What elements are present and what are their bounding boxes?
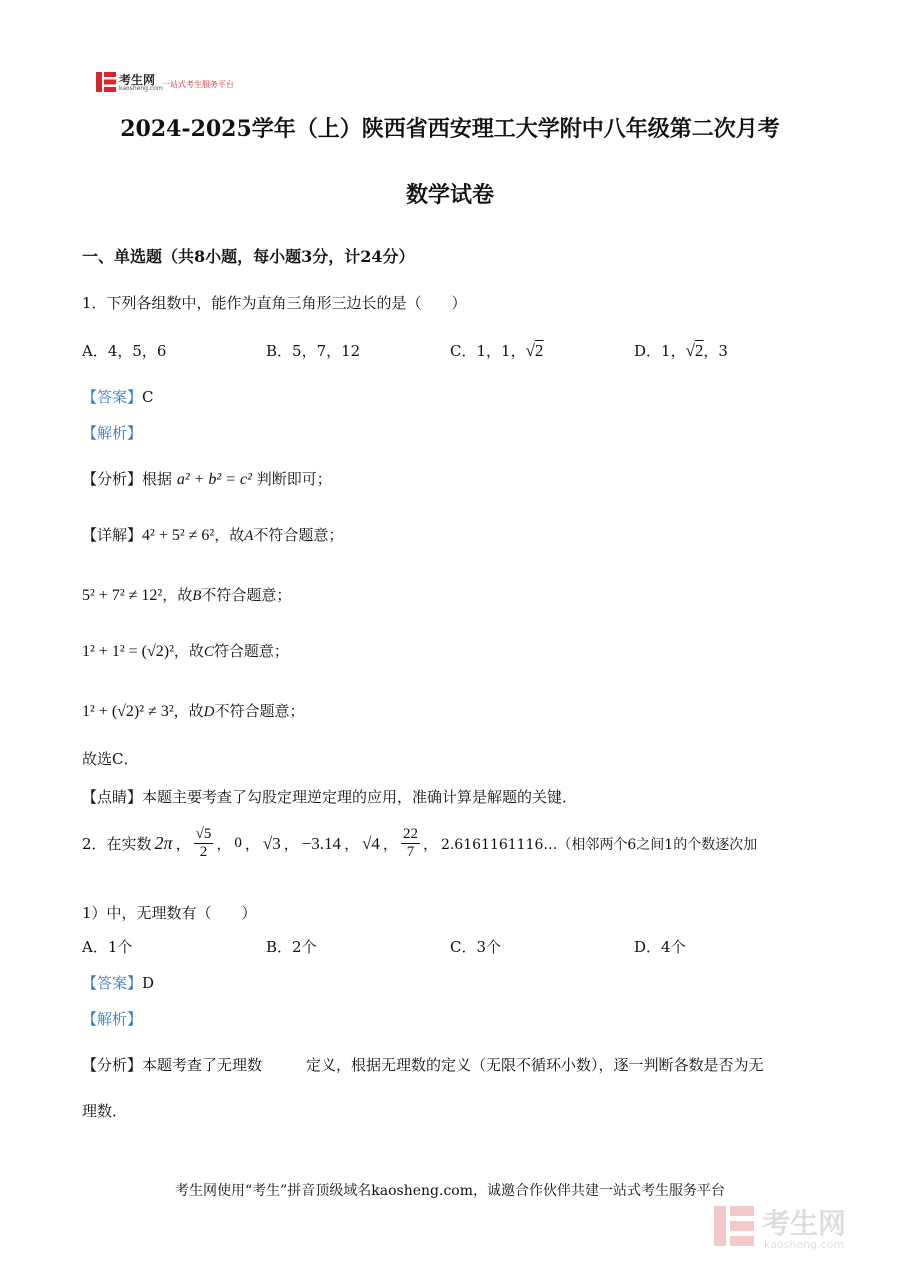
q2-fraction-22-over-7: $\frac{22}{7}$ xyxy=(402,826,418,860)
q1-option-d: D．1，√2，3 xyxy=(634,341,728,360)
watermark-logo-icon xyxy=(714,1206,754,1246)
q1-detail-c: 1² + 1² = (√2)²，故C符合题意； xyxy=(82,642,289,660)
q2-option-d: D．4个 xyxy=(634,938,686,956)
kaosheng-logo-icon xyxy=(96,72,116,92)
logo-slogan: 一站式考生服务平台 xyxy=(162,80,234,89)
q2-fenxi-line2: 理数． xyxy=(82,1102,128,1120)
q2-stem-line2: 1）中，无理数有（ ） xyxy=(82,904,257,922)
footer-note: 考生网使用“考生”拼音顶级域名kaosheng.com，诚邀合作伙伴共建一站式考生服务平台 xyxy=(174,1183,726,1199)
watermark-domain: kaosheng.com xyxy=(764,1238,845,1251)
watermark-name: 考生网 xyxy=(762,1207,847,1240)
q2-fenxi-line1: 【分析】本题考查了无理数 定义，根据无理数的定义（无限不循环小数），逐一判断各数是否为无 xyxy=(82,1056,764,1074)
q1-dianjing: 【点睛】本题主要考查了勾股定理逆定理的应用，准确计算是解题的关键． xyxy=(82,788,578,806)
q1-analysis-tag: 【解析】 xyxy=(82,424,143,442)
q2-stem: 2．在实数 2π ， $\frac{√5}{2}$ ， 0 ， √3 ， −3.14 ， √4 ， $\frac{22}{7}$ ， 2.6161161116…（相邻两个6之间1的个数逐次加 xyxy=(82,826,758,860)
q2-fraction-sqrt5-over-2: $\frac{√5}{2}$ xyxy=(195,826,212,860)
q1-detail-d: 1² + (√2)² ≠ 3²，故D不符合题意； xyxy=(82,702,305,720)
section-heading: 一、单选题（共8小题，每小题3分，计24分） xyxy=(82,247,415,266)
exam-title: 2024-2025学年（上）陕西省西安理工大学附中八年级第二次月考 xyxy=(120,116,780,142)
q1-conclusion: 故选C． xyxy=(82,750,139,768)
q2-answer: 【答案】D xyxy=(82,974,155,992)
q2-option-a: A．1个 xyxy=(82,938,133,956)
exam-subtitle: 数学试卷 xyxy=(405,182,494,208)
q1-stem: 1．下列各组数中，能作为直角三角形三边长的是（ ） xyxy=(82,294,467,312)
q2-option-b: B．2个 xyxy=(266,938,317,956)
q1-option-a: A．4，5，6 xyxy=(82,342,167,360)
q2-option-c: C．3个 xyxy=(450,938,502,956)
q1-detail-b: 5² + 7² ≠ 12²，故B不符合题意； xyxy=(82,586,292,604)
logo-domain: kaosheng.com xyxy=(119,85,163,92)
logo-name: 考生网 xyxy=(119,73,156,87)
q1-detail-a: 【详解】4² + 5² ≠ 6²，故A不符合题意； xyxy=(82,526,344,544)
q1-option-c: C．1，1，√2 xyxy=(450,341,544,360)
q1-answer: 【答案】C xyxy=(82,388,154,406)
q1-fenxi: 【分析】根据 a² + b² = c² 判断即可； xyxy=(82,470,332,488)
watermark xyxy=(714,1198,884,1260)
q2-analysis-tag: 【解析】 xyxy=(82,1010,143,1028)
q1-option-b: B．5，7，12 xyxy=(266,342,361,360)
